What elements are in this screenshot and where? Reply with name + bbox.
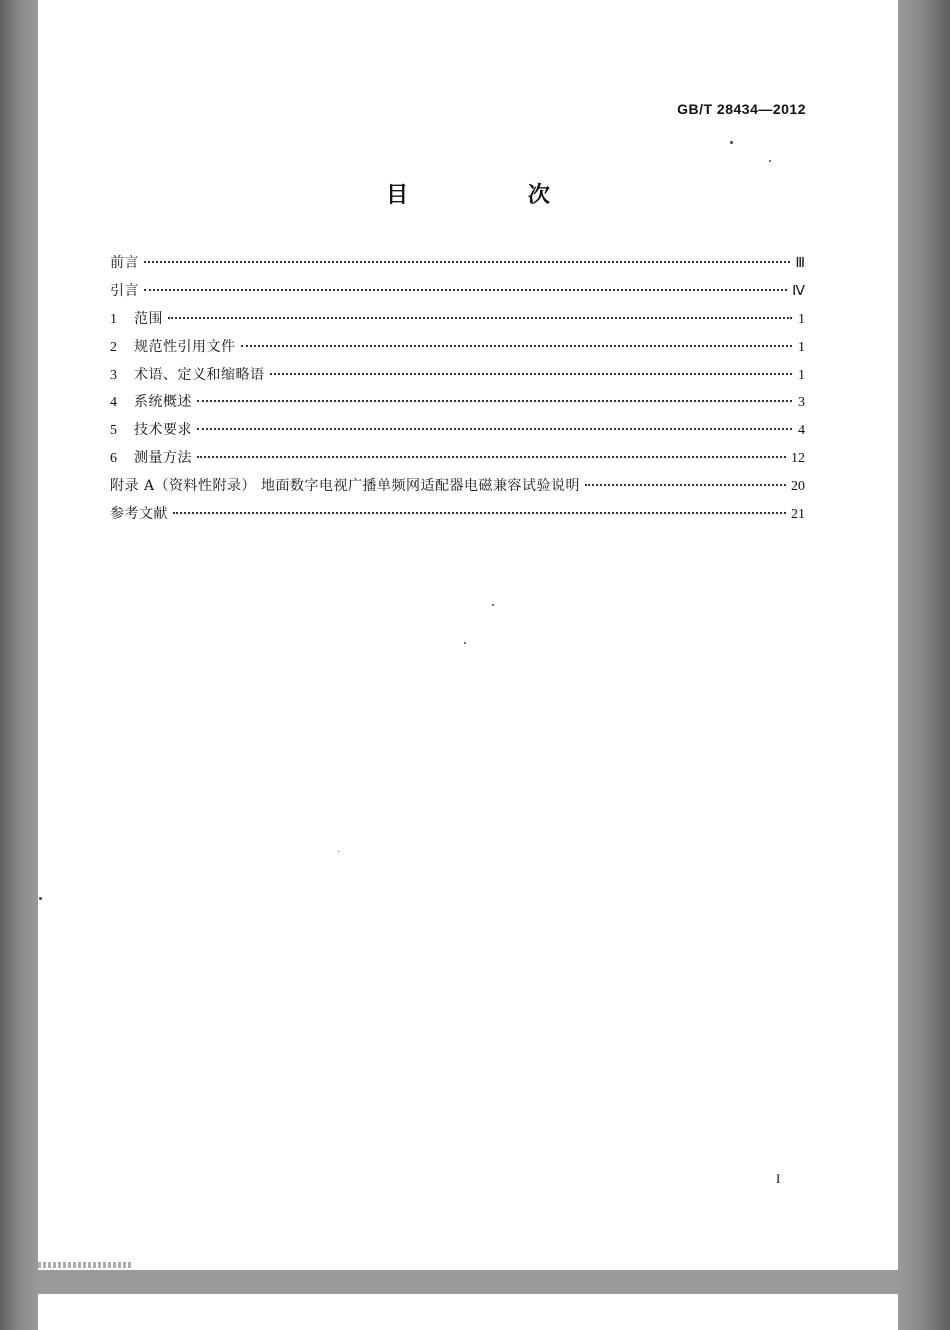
toc-label: 范围 xyxy=(134,310,163,327)
toc-entry-bibliography[interactable] xyxy=(110,503,805,531)
toc-label: 引言 xyxy=(110,282,139,299)
scan-speck xyxy=(492,604,494,606)
toc-entry-preface[interactable] xyxy=(110,252,805,280)
toc-label: 技术要求 xyxy=(134,422,192,439)
toc-label: 参考文献 xyxy=(110,506,168,523)
toc-leader xyxy=(197,400,792,402)
toc-leader xyxy=(144,289,787,291)
scan-speck xyxy=(730,141,733,144)
toc-entry-scope[interactable] xyxy=(110,308,805,336)
toc-page: 20 xyxy=(791,479,805,495)
toc-entry-technical-requirements[interactable] xyxy=(110,419,805,447)
scan-speck xyxy=(338,851,339,852)
toc-entry-measurement-methods[interactable] xyxy=(110,447,805,475)
toc-entry-terms[interactable] xyxy=(110,364,805,392)
standard-code: GB/T 28434—2012 xyxy=(677,101,806,117)
toc-page: 4 xyxy=(798,423,805,439)
toc-leader xyxy=(173,512,786,514)
toc-label: 系统概述 xyxy=(134,394,192,411)
toc-page: Ⅳ xyxy=(792,283,805,299)
scan-speck xyxy=(39,897,42,900)
toc-entry-system-overview[interactable] xyxy=(110,391,805,419)
toc-page: 1 xyxy=(798,311,805,327)
toc-page: 1 xyxy=(798,367,805,383)
toc-page: Ⅲ xyxy=(795,256,805,271)
page-number: I xyxy=(776,1171,781,1186)
toc-number: 4 xyxy=(110,395,117,411)
toc-page: 3 xyxy=(798,395,805,411)
toc-number: 6 xyxy=(110,451,117,467)
toc-number: 5 xyxy=(110,423,117,439)
toc-label: 测量方法 xyxy=(134,450,192,467)
toc-number: 3 xyxy=(110,367,117,383)
toc-number: 2 xyxy=(110,339,117,355)
toc-label: 术语、定义和缩略语 xyxy=(134,366,265,383)
scan-speck xyxy=(464,642,466,644)
toc-leader xyxy=(241,345,793,347)
toc-page: 21 xyxy=(791,507,805,523)
toc-page: 1 xyxy=(798,339,805,355)
document-page xyxy=(38,0,898,1270)
toc-number: 1 xyxy=(110,311,117,327)
scan-speck xyxy=(769,160,771,162)
toc-entry-introduction[interactable] xyxy=(110,280,805,308)
toc-entry-normative-references[interactable] xyxy=(110,336,805,364)
toc-label: 附录 A（资料性附录） 地面数字电视广播单频网适配器电磁兼容试验说明 xyxy=(110,478,581,495)
toc-leader xyxy=(585,484,786,486)
toc-page: 12 xyxy=(791,451,805,467)
toc-leader xyxy=(144,261,790,263)
page-title: 目 次 xyxy=(386,182,606,208)
toc-label: 前言 xyxy=(110,255,139,271)
toc-leader xyxy=(168,317,792,319)
toc-leader xyxy=(197,428,792,430)
toc-leader xyxy=(270,373,793,375)
next-page-edge xyxy=(38,1294,898,1330)
scan-artifact xyxy=(38,1262,133,1268)
toc-entry-annex-a[interactable] xyxy=(110,475,805,503)
toc-label: 规范性引用文件 xyxy=(134,338,236,355)
table-of-contents xyxy=(110,252,805,531)
toc-leader xyxy=(197,456,786,458)
